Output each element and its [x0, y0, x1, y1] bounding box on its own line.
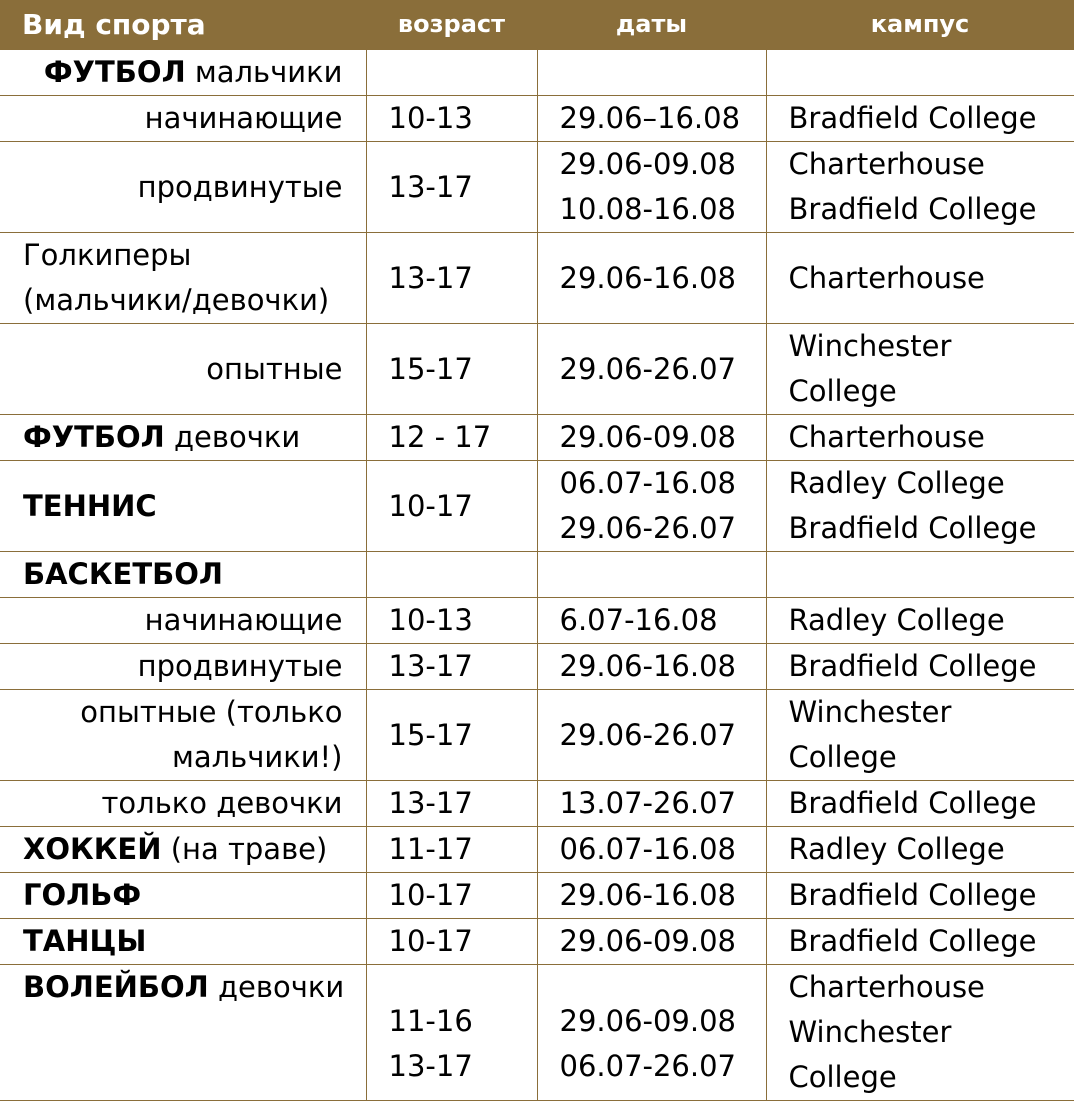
dates-cell: [537, 781, 766, 827]
age-cell-line: 11-16: [388, 1003, 473, 1038]
age-cell: [366, 827, 537, 873]
dates-cell: [537, 919, 766, 965]
dates-cell: [537, 873, 766, 919]
dates-cell: [537, 324, 766, 415]
campus-cell: [766, 49, 1074, 96]
table-header: [0, 0, 1074, 49]
age-cell: [366, 919, 537, 965]
table-row: [0, 827, 1074, 873]
campus-cell-line: Winchester: [788, 329, 952, 363]
age-cell: [366, 552, 537, 598]
age-cell: [366, 49, 537, 96]
age-cell-line: 15-17: [388, 717, 473, 752]
dates-cell-line: 06.07-26.07: [559, 1048, 737, 1083]
campus-cell-line: Winchester: [788, 695, 952, 729]
age-cell-line: 13-17: [388, 169, 473, 204]
sport-cell: [0, 919, 366, 965]
table-row: [0, 552, 1074, 598]
dates-cell: [537, 142, 766, 233]
dates-cell: [537, 461, 766, 552]
table-row: [0, 324, 1074, 415]
age-cell: [366, 644, 537, 690]
campus-cell-line: Charterhouse: [788, 147, 985, 181]
dates-cell-line: 29.06-09.08: [559, 420, 737, 454]
dates-cell: [537, 965, 766, 1101]
campus-cell-line: Bradfield College: [788, 878, 1037, 912]
campus-cell-line: Bradfield College: [788, 924, 1037, 958]
campus-cell: [766, 827, 1074, 873]
table-row: [0, 965, 1074, 1101]
sport-name-bold: ХОККЕЙ: [23, 832, 162, 866]
age-cell: [366, 598, 537, 644]
sport-cell: [0, 461, 366, 552]
table-row: [0, 233, 1074, 324]
dates-cell-line: 29.06-26.07: [559, 511, 737, 545]
campus-cell: [766, 781, 1074, 827]
sport-subtitle: продвинутые: [137, 169, 343, 204]
age-cell-line: 10-13: [388, 603, 473, 637]
table-row: [0, 96, 1074, 142]
campus-cell: [766, 324, 1074, 415]
sport-cell: [0, 324, 366, 415]
age-cell: [366, 415, 537, 461]
sport-subtitle: Голкиперы (мальчики/девочки): [23, 238, 330, 317]
campus-cell-line: Charterhouse: [788, 260, 985, 295]
sport-name-bold: ФУТБОЛ: [43, 55, 186, 89]
age-cell: [366, 690, 537, 781]
age-cell: [366, 324, 537, 415]
dates-cell: [537, 552, 766, 598]
campus-cell-line: Bradfield College: [788, 192, 1037, 226]
dates-cell-line: 29.06–16.08: [559, 101, 741, 135]
campus-cell-line: Charterhouse: [788, 420, 985, 454]
sport-cell: [0, 142, 366, 233]
sport-cell: [0, 690, 366, 781]
campus-cell-line: Bradfield College: [788, 101, 1037, 135]
campus-cell: [766, 96, 1074, 142]
age-cell-line: 13-17: [388, 1048, 473, 1083]
age-cell-line: 13-17: [388, 260, 473, 295]
campus-cell: [766, 142, 1074, 233]
dates-cell-line: 6.07-16.08: [559, 603, 718, 637]
sport-subtitle: девочки: [173, 420, 301, 454]
sport-subtitle: (на траве): [170, 832, 328, 866]
sport-subtitle: начинающие: [144, 101, 343, 135]
sport-cell: [0, 965, 366, 1101]
age-cell: [366, 461, 537, 552]
sport-name-bold: ГОЛЬФ: [23, 878, 142, 912]
dates-cell: [537, 644, 766, 690]
dates-cell: [537, 49, 766, 96]
table-row: [0, 919, 1074, 965]
campus-cell-line: College: [788, 1060, 897, 1094]
table-row: [0, 690, 1074, 781]
dates-cell-line: 29.06-26.07: [559, 717, 737, 752]
header-age: возраст: [366, 0, 537, 49]
age-cell-line: 12 - 17: [388, 420, 492, 454]
sport-cell: [0, 644, 366, 690]
sport-name-bold: БАСКЕТБОЛ: [23, 557, 223, 591]
sport-cell: [0, 415, 366, 461]
sport-name-bold: ФУТБОЛ: [23, 420, 165, 454]
age-cell-line: 13-17: [388, 649, 473, 683]
table-row: [0, 598, 1074, 644]
sport-subtitle: мальчики: [194, 55, 343, 89]
campus-cell: [766, 690, 1074, 781]
sport-subtitle: опытные (только мальчики!): [80, 695, 343, 774]
table-body: [0, 49, 1074, 1101]
table-row: [0, 415, 1074, 461]
age-cell: [366, 873, 537, 919]
campus-cell-line: Bradfield College: [788, 511, 1037, 545]
campus-cell-line: Radley College: [788, 603, 1005, 637]
dates-cell: [537, 827, 766, 873]
sport-cell: [0, 781, 366, 827]
campus-cell: [766, 965, 1074, 1101]
campus-cell: [766, 644, 1074, 690]
age-cell: [366, 142, 537, 233]
dates-cell-line: 29.06-09.08: [559, 924, 737, 958]
header-dates: даты: [537, 0, 766, 49]
sport-subtitle: начинающие: [144, 603, 343, 637]
dates-cell-line: 29.06-16.08: [559, 649, 737, 683]
dates-cell-line: 29.06-16.08: [559, 878, 737, 912]
sport-name-bold: ВОЛЕЙБОЛ: [23, 970, 209, 1004]
sport-cell: [0, 827, 366, 873]
dates-cell-line: 13.07-26.07: [559, 786, 737, 820]
campus-cell-line: Winchester: [788, 1015, 952, 1049]
dates-cell: [537, 96, 766, 142]
dates-cell-line: 29.06-09.08: [559, 1003, 737, 1038]
sport-cell: [0, 873, 366, 919]
dates-cell-line: 29.06-26.07: [559, 351, 737, 386]
age-cell: [366, 96, 537, 142]
header-sport: Вид спорта: [0, 0, 366, 49]
campus-cell-line: College: [788, 374, 897, 408]
campus-cell-line: Bradfield College: [788, 649, 1037, 683]
header-row: [0, 0, 1074, 49]
dates-cell: [537, 598, 766, 644]
dates-cell-line: 29.06-09.08: [559, 147, 737, 181]
campus-cell-line: Radley College: [788, 832, 1005, 866]
table-row: [0, 873, 1074, 919]
age-cell: [366, 781, 537, 827]
sport-cell: [0, 49, 366, 96]
header-campus: кампус: [766, 0, 1074, 49]
campus-cell: [766, 873, 1074, 919]
age-cell: [366, 965, 537, 1101]
campus-cell: [766, 919, 1074, 965]
dates-cell: [537, 690, 766, 781]
campus-cell-line: Bradfield College: [788, 786, 1037, 820]
sport-cell: [0, 598, 366, 644]
age-cell-line: 10-17: [388, 878, 473, 912]
table-row: [0, 49, 1074, 96]
sport-name-bold: ТАНЦЫ: [23, 924, 147, 958]
campus-cell: [766, 552, 1074, 598]
dates-cell-line: 29.06-16.08: [559, 260, 737, 295]
dates-cell-line: 06.07-16.08: [559, 832, 737, 866]
dates-cell: [537, 233, 766, 324]
sport-subtitle: продвинутые: [137, 649, 343, 683]
sport-name-bold: ТЕННИС: [23, 488, 157, 523]
age-cell: [366, 233, 537, 324]
age-cell-line: 15-17: [388, 351, 473, 386]
table-row: [0, 644, 1074, 690]
campus-cell-line: Charterhouse: [788, 970, 985, 1004]
sport-subtitle: девочки: [218, 970, 345, 1004]
campus-cell: [766, 233, 1074, 324]
sport-cell: [0, 552, 366, 598]
dates-cell-line: 06.07-16.08: [559, 466, 737, 500]
sport-cell: [0, 233, 366, 324]
table-row: [0, 461, 1074, 552]
campus-cell-line: College: [788, 740, 897, 774]
table-row: [0, 142, 1074, 233]
age-cell-line: 10-17: [388, 488, 473, 523]
table-row: [0, 781, 1074, 827]
age-cell-line: 10-17: [388, 924, 473, 958]
campus-cell-line: Radley College: [788, 466, 1005, 500]
age-cell-line: 11-17: [388, 832, 473, 866]
dates-cell: [537, 415, 766, 461]
age-cell-line: 10-13: [388, 101, 473, 135]
sport-cell: [0, 96, 366, 142]
sport-subtitle: опытные: [206, 351, 343, 386]
campus-cell: [766, 415, 1074, 461]
dates-cell-line: 10.08-16.08: [559, 192, 737, 226]
sport-subtitle: только девочки: [101, 786, 343, 820]
campus-cell: [766, 598, 1074, 644]
age-cell-line: 13-17: [388, 786, 473, 820]
campus-cell: [766, 461, 1074, 552]
